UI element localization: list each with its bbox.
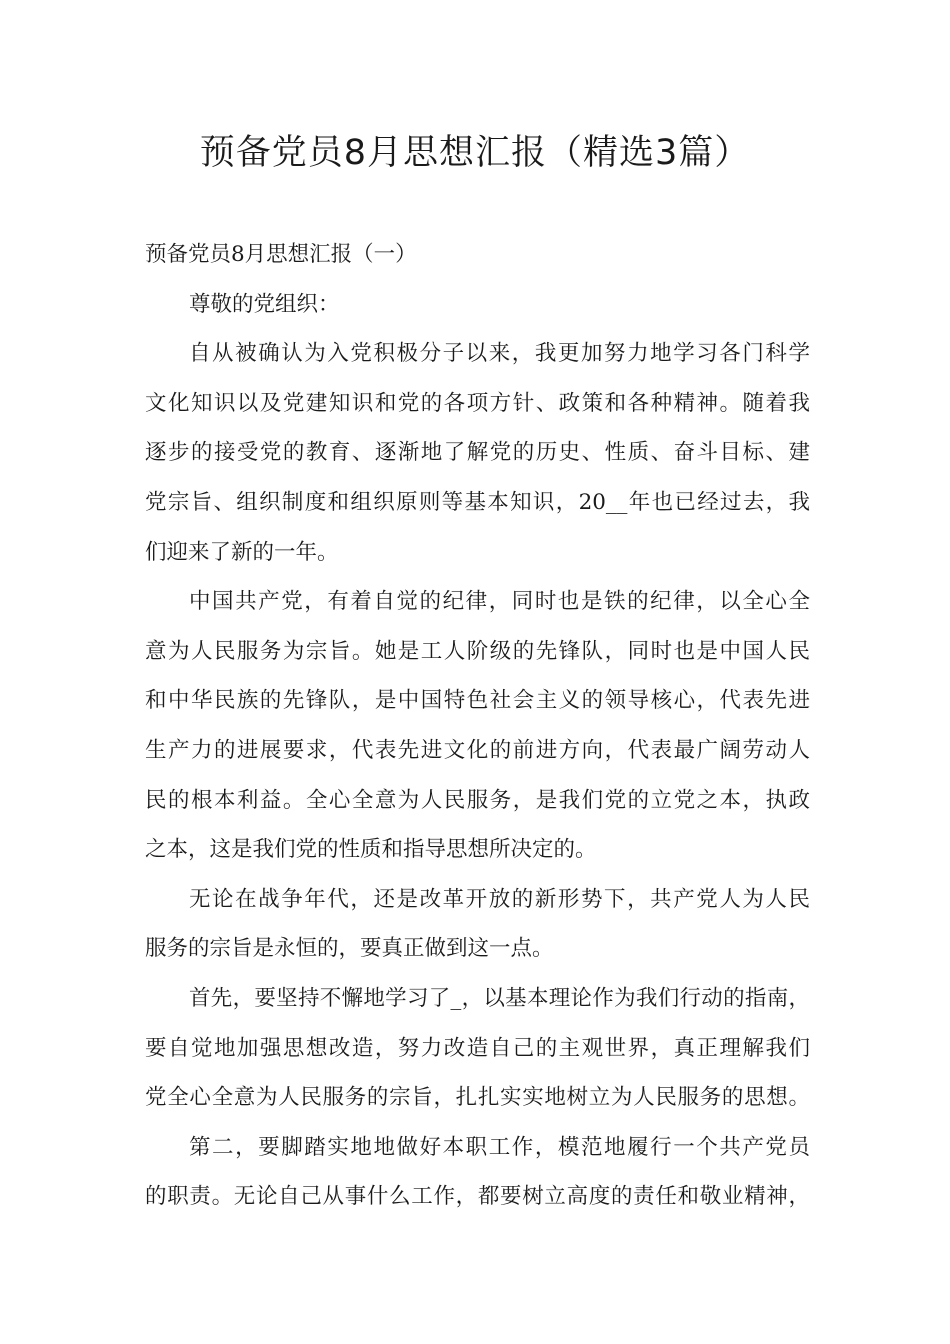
paragraph-line: 服务的宗旨是永恒的，要真正做到这一点。 [145,936,554,962]
paragraph-line: 之本，这是我们党的性质和指导思想所决定的。 [145,837,597,863]
paragraph-line: 们迎来了新的一年。 [145,539,339,565]
paragraph-line: 意为人民服务为宗旨。她是工人阶级的先锋队，同时也是中国人民 [145,638,810,664]
paragraph-line: 中国共产党，有着自觉的纪律，同时也是铁的纪律，以全心全 [189,589,810,615]
paragraph-line: 要自觉地加强思想改造，努力改造自己的主观世界，真正理解我们 [145,1035,810,1061]
paragraph-line: 自从被确认为入党积极分子以来，我更加努力地学习各门科学 [189,341,810,367]
paragraph-line: 第二，要脚踏实地地做好本职工作，模范地履行一个共产党员 [189,1134,810,1160]
paragraph-line: 党宗旨、组织制度和组织原则等基本知识，20__年也已经过去，我 [145,489,810,515]
salutation: 尊敬的党组织： [189,291,340,317]
paragraph-line: 首先，要坚持不懈地学习了_，以基本理论作为我们行动的指南， [189,985,810,1011]
document-body [145,230,810,1222]
paragraph-line: 文化知识以及党建知识和党的各项方针、政策和各种精神。随着我 [145,390,810,416]
section-heading: 预备党员8月思想汇报（一） [145,242,417,267]
paragraph-line: 党全心全意为人民服务的宗旨，扎扎实实地树立为人民服务的思想。 [145,1085,810,1111]
paragraph-line: 生产力的进展要求，代表先进文化的前进方向，代表最广阔劳动人 [145,737,810,763]
document-title: 预备党员8月思想汇报（精选3篇） [199,133,751,173]
paragraph-line: 无论在战争年代，还是改革开放的新形势下，共产党人为人民 [189,886,810,912]
paragraph-line: 的职责。无论自己从事什么工作，都要树立高度的责任和敬业精神， [145,1184,810,1210]
paragraph-line: 逐步的接受党的教育、逐渐地了解党的历史、性质、奋斗目标、建 [145,440,810,466]
paragraph-line: 和中华民族的先锋队，是中国特色社会主义的领导核心，代表先进 [145,688,810,714]
paragraph-line: 民的根本利益。全心全意为人民服务，是我们党的立党之本，执政 [145,787,810,813]
